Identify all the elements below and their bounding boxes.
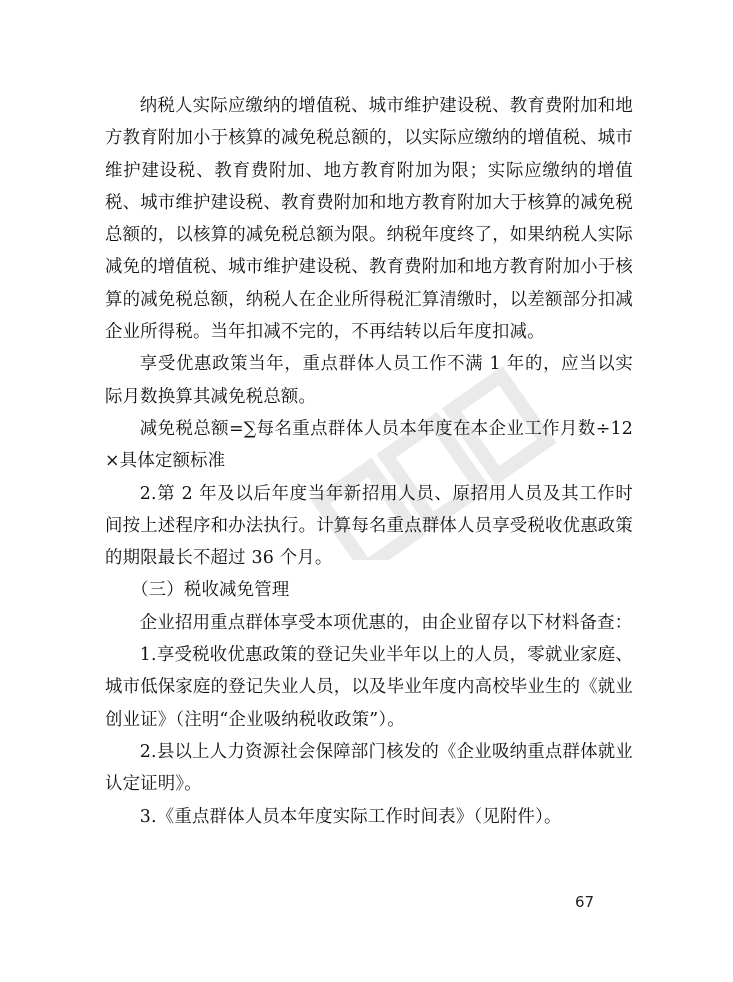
paragraph-material-1: 1.享受税收优惠政策的登记失业半年以上的人员，零就业家庭、城市低保家庭的登记失业人员，以及毕业年度内高校毕业生的《就业创业证》（注明“企业吸纳税收政策”）。 [105,645,633,730]
paragraph-monthly-conversion: 享受优惠政策当年，重点群体人员工作不满 1 年的，应当以实际月数换算其减免税总额。 [105,354,633,407]
page-number: 67 [575,893,595,911]
paragraph-formula: 减免税总额=∑每名重点群体人员本年度在本企业工作月数÷12×具体定额标准 [105,418,633,472]
paragraph-tax-limit: 纳税人实际应缴纳的增值税、城市维护建设税、教育费附加和地方教育附加小于核算的减免税总额的，以实际应缴纳的增值税、城市维护建设税、教育费附加、地方教育附加为限；实际应缴纳的增值税、城市维护建设税、教育费附加和地方教育附加大于核算的减免税总额的，以核算的减免税总额为限。纳税年度终了，如果纳税人实际减免的增值税、城市维护建设税、教育费附加和地方教育附加小于核算的减免税总额，纳税人在企业所得税汇算清缴时，以差额部分扣减企业所得税。当年扣减不完的，不再结转以后年度扣减。 [105,96,633,343]
body-text [105,90,633,833]
paragraph-material-2: 2.县以上人力资源社会保障部门核发的《企业吸纳重点群体就业认定证明》。 [105,741,633,795]
paragraph-item-2: 2.第 2 年及以后年度当年新招用人员、原招用人员及其工作时间按上述程序和办法执行。计算每名重点群体人员享受税收优惠政策的期限最长不超过 36 个月。 [105,483,633,569]
paragraph-materials-intro: 企业招用重点群体享受本项优惠的，由企业留存以下材料备查： [139,612,633,633]
paragraph-material-3: 3.《重点群体人员本年度实际工作时间表》（见附件）。 [139,806,562,827]
section-heading: （三）税收减免管理 [131,580,290,601]
